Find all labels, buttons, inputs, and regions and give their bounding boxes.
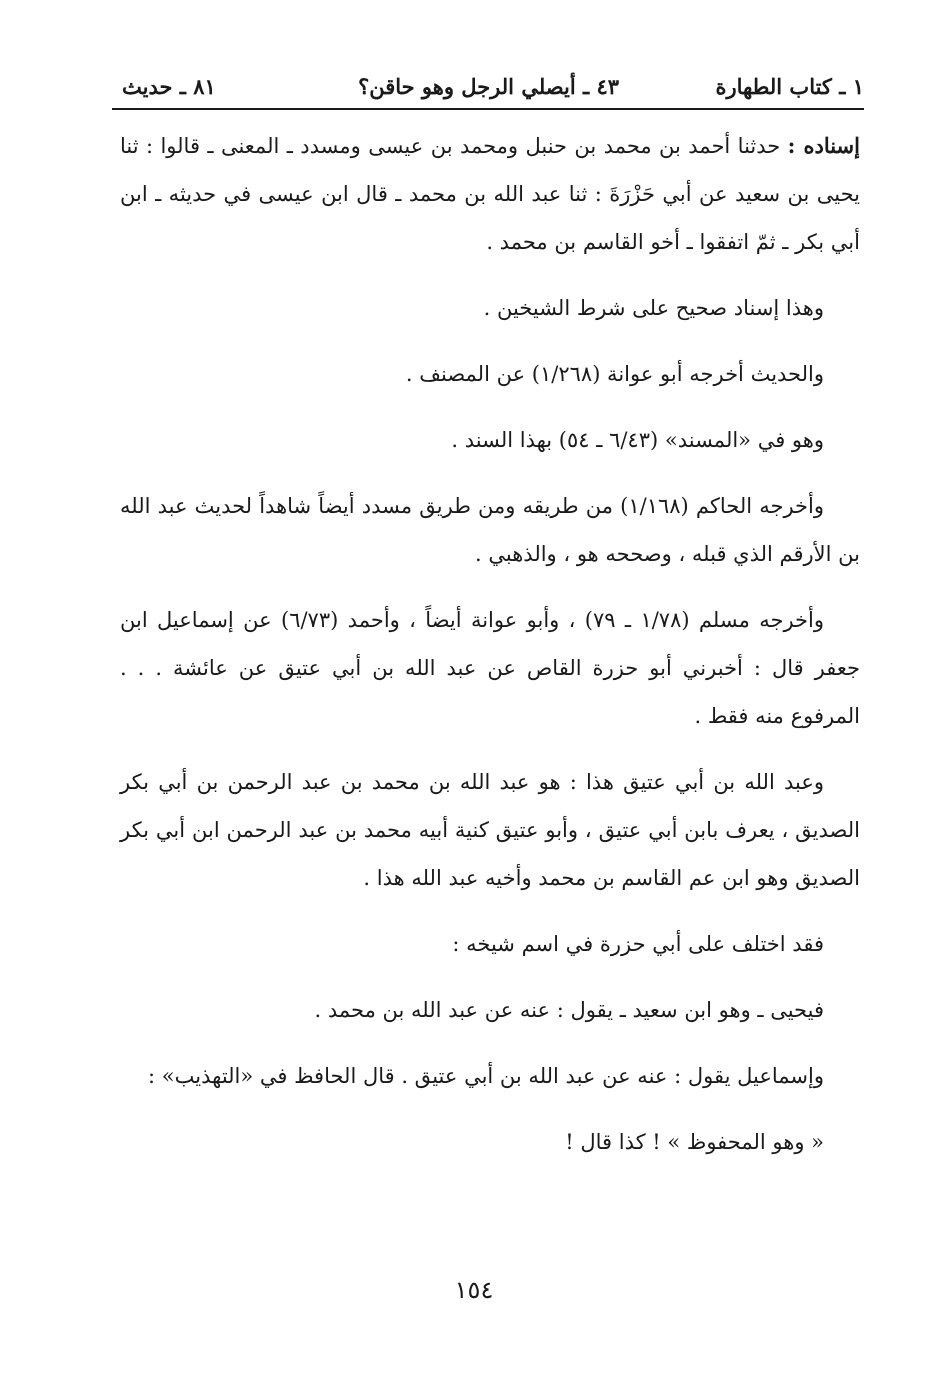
running-header — [112, 70, 864, 104]
paragraph: فقد اختلف على أبي حزرة في اسم شيخه : — [452, 932, 824, 956]
paragraph: وهذا إسناد صحيح على شرط الشيخين . — [483, 296, 824, 320]
paragraph: وهو في «المسند» (٦/٤٣ ـ ٥٤) بهذا السند . — [451, 428, 824, 452]
header-hadith-number: ٨١ ـ حديث — [122, 74, 216, 99]
paragraph: وإسماعيل يقول : عنه عن عبد الله بن أبي عتيق . قال الحافظ في «التهذيب» : — [148, 1064, 824, 1088]
paragraph: وعبد الله بن أبي عتيق هذا : هو عبد الله بن محمد بن عبد الرحمن بن أبي بكر الصديق ، يعرف بابن أبي عتيق ، وأبو عتيق كنية أبيه محمد بن عبد الرحمن ابن أبي بكر الصديق وهو ابن عم القاسم بن محمد وأخيه عبد الله هذا . — [120, 770, 860, 890]
page-body — [120, 122, 860, 1184]
paragraph: « وهو المحفوظ » ! كذا قال ! — [565, 1130, 824, 1154]
header-chapter-title: ٤٣ ـ أيصلي الرجل وهو حاقن؟ — [358, 74, 619, 99]
paragraph-isnad — [120, 122, 860, 266]
page-number: ١٥٤ — [454, 1276, 494, 1304]
header-book-title: ١ ـ كتاب الطهارة — [715, 74, 864, 99]
paragraph-text: حدثنا أحمد بن محمد بن حنبل ومحمد بن عيسى ومسدد ـ المعنى ـ قالوا : ثنا يحيى بن سعيد عن أبي حَزْرَةَ : ثنا عبد الله بن محمد ـ قال ابن عيسى في حديثه ـ ابن أبي بكر ـ ثمّ اتفقوا ـ أخو القاسم بن محمد . — [120, 134, 860, 254]
header-rule — [112, 108, 864, 110]
paragraph: فيحيى ـ وهو ابن سعيد ـ يقول : عنه عن عبد الله بن محمد . — [314, 998, 824, 1022]
paragraph: وأخرجه مسلم (١/٧٨ ـ ٧٩) ، وأبو عوانة أيضاً ، وأحمد (٦/٧٣) عن إسماعيل ابن جعفر قال : أخبرني أبو حزرة القاص عن عبد الله بن أبي عتيق عن عائشة . . . المرفوع منه فقط . — [120, 608, 860, 728]
paragraph-lead: إسناده : — [787, 133, 860, 158]
paragraph: والحديث أخرجه أبو عوانة (١/٢٦٨) عن المصنف . — [405, 362, 824, 386]
paragraph: وأخرجه الحاكم (١/١٦٨) من طريقه ومن طريق مسدد أيضاً شاهداً لحديث عبد الله بن الأرقم الذي قبله ، وصححه هو ، والذهبي . — [120, 494, 860, 566]
